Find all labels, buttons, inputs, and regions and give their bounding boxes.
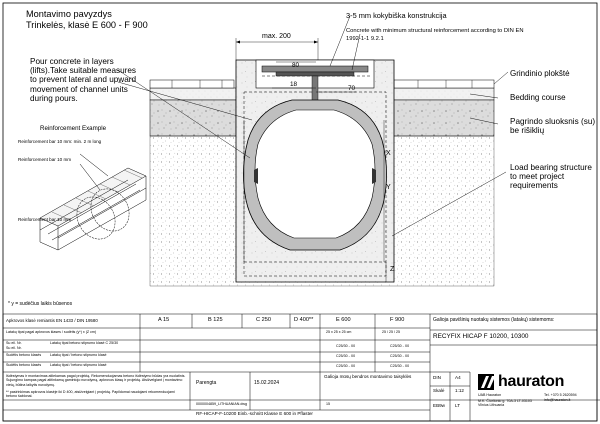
scale-label: Skalė bbox=[433, 388, 445, 393]
f900-concrete-2: C25/30 - X0 bbox=[390, 354, 410, 358]
revision: EB9w bbox=[433, 403, 446, 408]
e600-concrete-2: C25/30 - X0 bbox=[336, 354, 356, 358]
f900-types: 25 / 25 / 25 bbox=[382, 330, 400, 334]
footnote: * y = sudėčius laikis būsenos bbox=[8, 301, 73, 307]
pour-concrete-note: Pour concrete in layers (lifts).Take suitable measures to prevent lateral and upward movement of channel units during pours. bbox=[30, 57, 137, 103]
brand-name: hauraton bbox=[498, 373, 565, 390]
left-label-2: Su eil. Nr. bbox=[6, 346, 22, 350]
reinforcement-example-title: Reinforcement Example bbox=[40, 125, 107, 132]
dim-70: 70 bbox=[348, 85, 356, 92]
f900-concrete-3: C25/30 - X0 bbox=[390, 364, 410, 368]
company-address: M.K. Čiurlionio g. 70A-3 LT-03103 Vilnius Lithuania bbox=[478, 399, 532, 407]
company-email: info@hauraton.lt bbox=[544, 398, 571, 402]
class-f900: F 900 bbox=[390, 317, 405, 323]
drawing-ref: RF-HICAP-F-10200 Einb.-schnitt Klasse E 600 in Pflaster bbox=[196, 411, 313, 416]
dim-80: 80 bbox=[292, 62, 300, 69]
page-number: 15 bbox=[326, 402, 330, 406]
dim-y: Y bbox=[386, 184, 391, 191]
title-line-1: Montavimo pavyzdys bbox=[26, 9, 112, 19]
concrete-row-3-label: Latakų tipai / betono stiprumo klasė bbox=[50, 363, 107, 367]
company-phone: Tel. +370 5 2620594 bbox=[544, 393, 577, 397]
concrete-row-2-label: Latakų tipai / betono stiprumo klasė bbox=[50, 353, 107, 357]
date-value: 15.02.2024 bbox=[254, 380, 280, 386]
title-line-2: Trinkelės, klasė E 600 - F 900 bbox=[26, 20, 148, 30]
f900-concrete-1: C25/30 - X0 bbox=[390, 344, 410, 348]
reinforcement-bar-3: Reinforcement bar 10 mm bbox=[18, 217, 72, 222]
reinforcement-example bbox=[40, 154, 146, 250]
language: LT bbox=[455, 403, 461, 408]
load-bearing-label: Load bearing structure to meet project requirements bbox=[510, 163, 592, 191]
grindinio-label: Grindinio plokštė bbox=[510, 69, 570, 78]
drawing-validity-label: Galioja pavišinių nuotakų sistemos (latakų) sistemoms: bbox=[433, 317, 555, 323]
concrete-row-1-label: Latakų tipai betono stiprumo klasė C 25/30 bbox=[50, 341, 119, 345]
dim-18: 18 bbox=[290, 81, 298, 88]
e600-types: 25 x 25 x 25 cm bbox=[326, 330, 352, 334]
dim-z: Z bbox=[390, 266, 395, 273]
pagrindo-label: Pagrindo sluoksnis (su) be rišiklių bbox=[510, 117, 596, 136]
load-class-row-label: Apkrovos klasė remiantis EN 1433 / DIN 19580 bbox=[6, 318, 98, 323]
left-label-1: Su eil. Nr. bbox=[6, 341, 22, 345]
concrete-note-1: Concrete with minimum structural reinforcement according to DIN EN bbox=[346, 28, 524, 34]
description: Galioja mūsų bendros montavimo taisyklės bbox=[324, 374, 412, 379]
scale-value: 1:12 bbox=[455, 388, 464, 393]
class-b125: B 125 bbox=[208, 317, 223, 323]
dim-max-width: max. 200 bbox=[262, 33, 291, 40]
class-d400: D 400** bbox=[294, 317, 314, 323]
file-name: 0000004859_LITHUANIAN.dwg bbox=[196, 402, 247, 406]
class-e600: E 600 bbox=[336, 317, 351, 323]
left-label-3: Sudėtis betono klasės bbox=[6, 353, 42, 357]
e600-concrete-3: C25/30 - X0 bbox=[336, 364, 356, 368]
class-a15: A 15 bbox=[158, 317, 170, 323]
installation-notes-2: ** pasirinkimas apkrovos klasėje iki D 400, atsižvelgiant į projektą. Papildomai naudojami rekomenduojami betono šablonai. bbox=[6, 390, 175, 399]
hauraton-logo-mark bbox=[478, 374, 494, 390]
concrete-note-2: 1992-1-1 9.2.1 bbox=[346, 36, 384, 42]
dim-x: X bbox=[386, 150, 391, 157]
product-name: RECYFIX HICAP F 10200, 10300 bbox=[433, 333, 529, 340]
left-label-4: Sudėtis betono klasės bbox=[6, 363, 42, 367]
reinforcement-bar-1: Reinforcement bar 10 mm: min. 2 m long bbox=[18, 139, 102, 144]
e600-concrete-1: C25/30 - X0 bbox=[336, 344, 356, 348]
format-label: DIN bbox=[433, 375, 441, 380]
installation-notes: Išdėstymas ir montavimas atliekamas pagal projektą. Rekomenduojamas betono išdėstymo būdas yra nuolatinis. Sujungimo kampas pagal atitinkamą gamintojo nurodymą, apkrovos klasę ir projektą. Atsižvelgiant į montavimo vietą, būtina laikytis nurodymų. bbox=[6, 374, 186, 387]
bedding-label: Bedding course bbox=[510, 93, 566, 102]
class-c250: C 250 bbox=[256, 317, 271, 323]
reinforcement-bar-2: Reinforcement bar 10 mm bbox=[18, 157, 72, 162]
company-name: UAB Hauraton bbox=[478, 393, 502, 397]
top-construction-label: 3-5 mm kokybiška konstrukcija bbox=[346, 11, 447, 20]
channel-body bbox=[243, 100, 386, 250]
types-row-label: Latakų tipai pagal apkrovos klases / sudėtis (y*) x (Z cm) bbox=[6, 330, 97, 334]
format-value: A4 bbox=[455, 375, 461, 380]
parengta-label: Parengta bbox=[196, 380, 217, 386]
